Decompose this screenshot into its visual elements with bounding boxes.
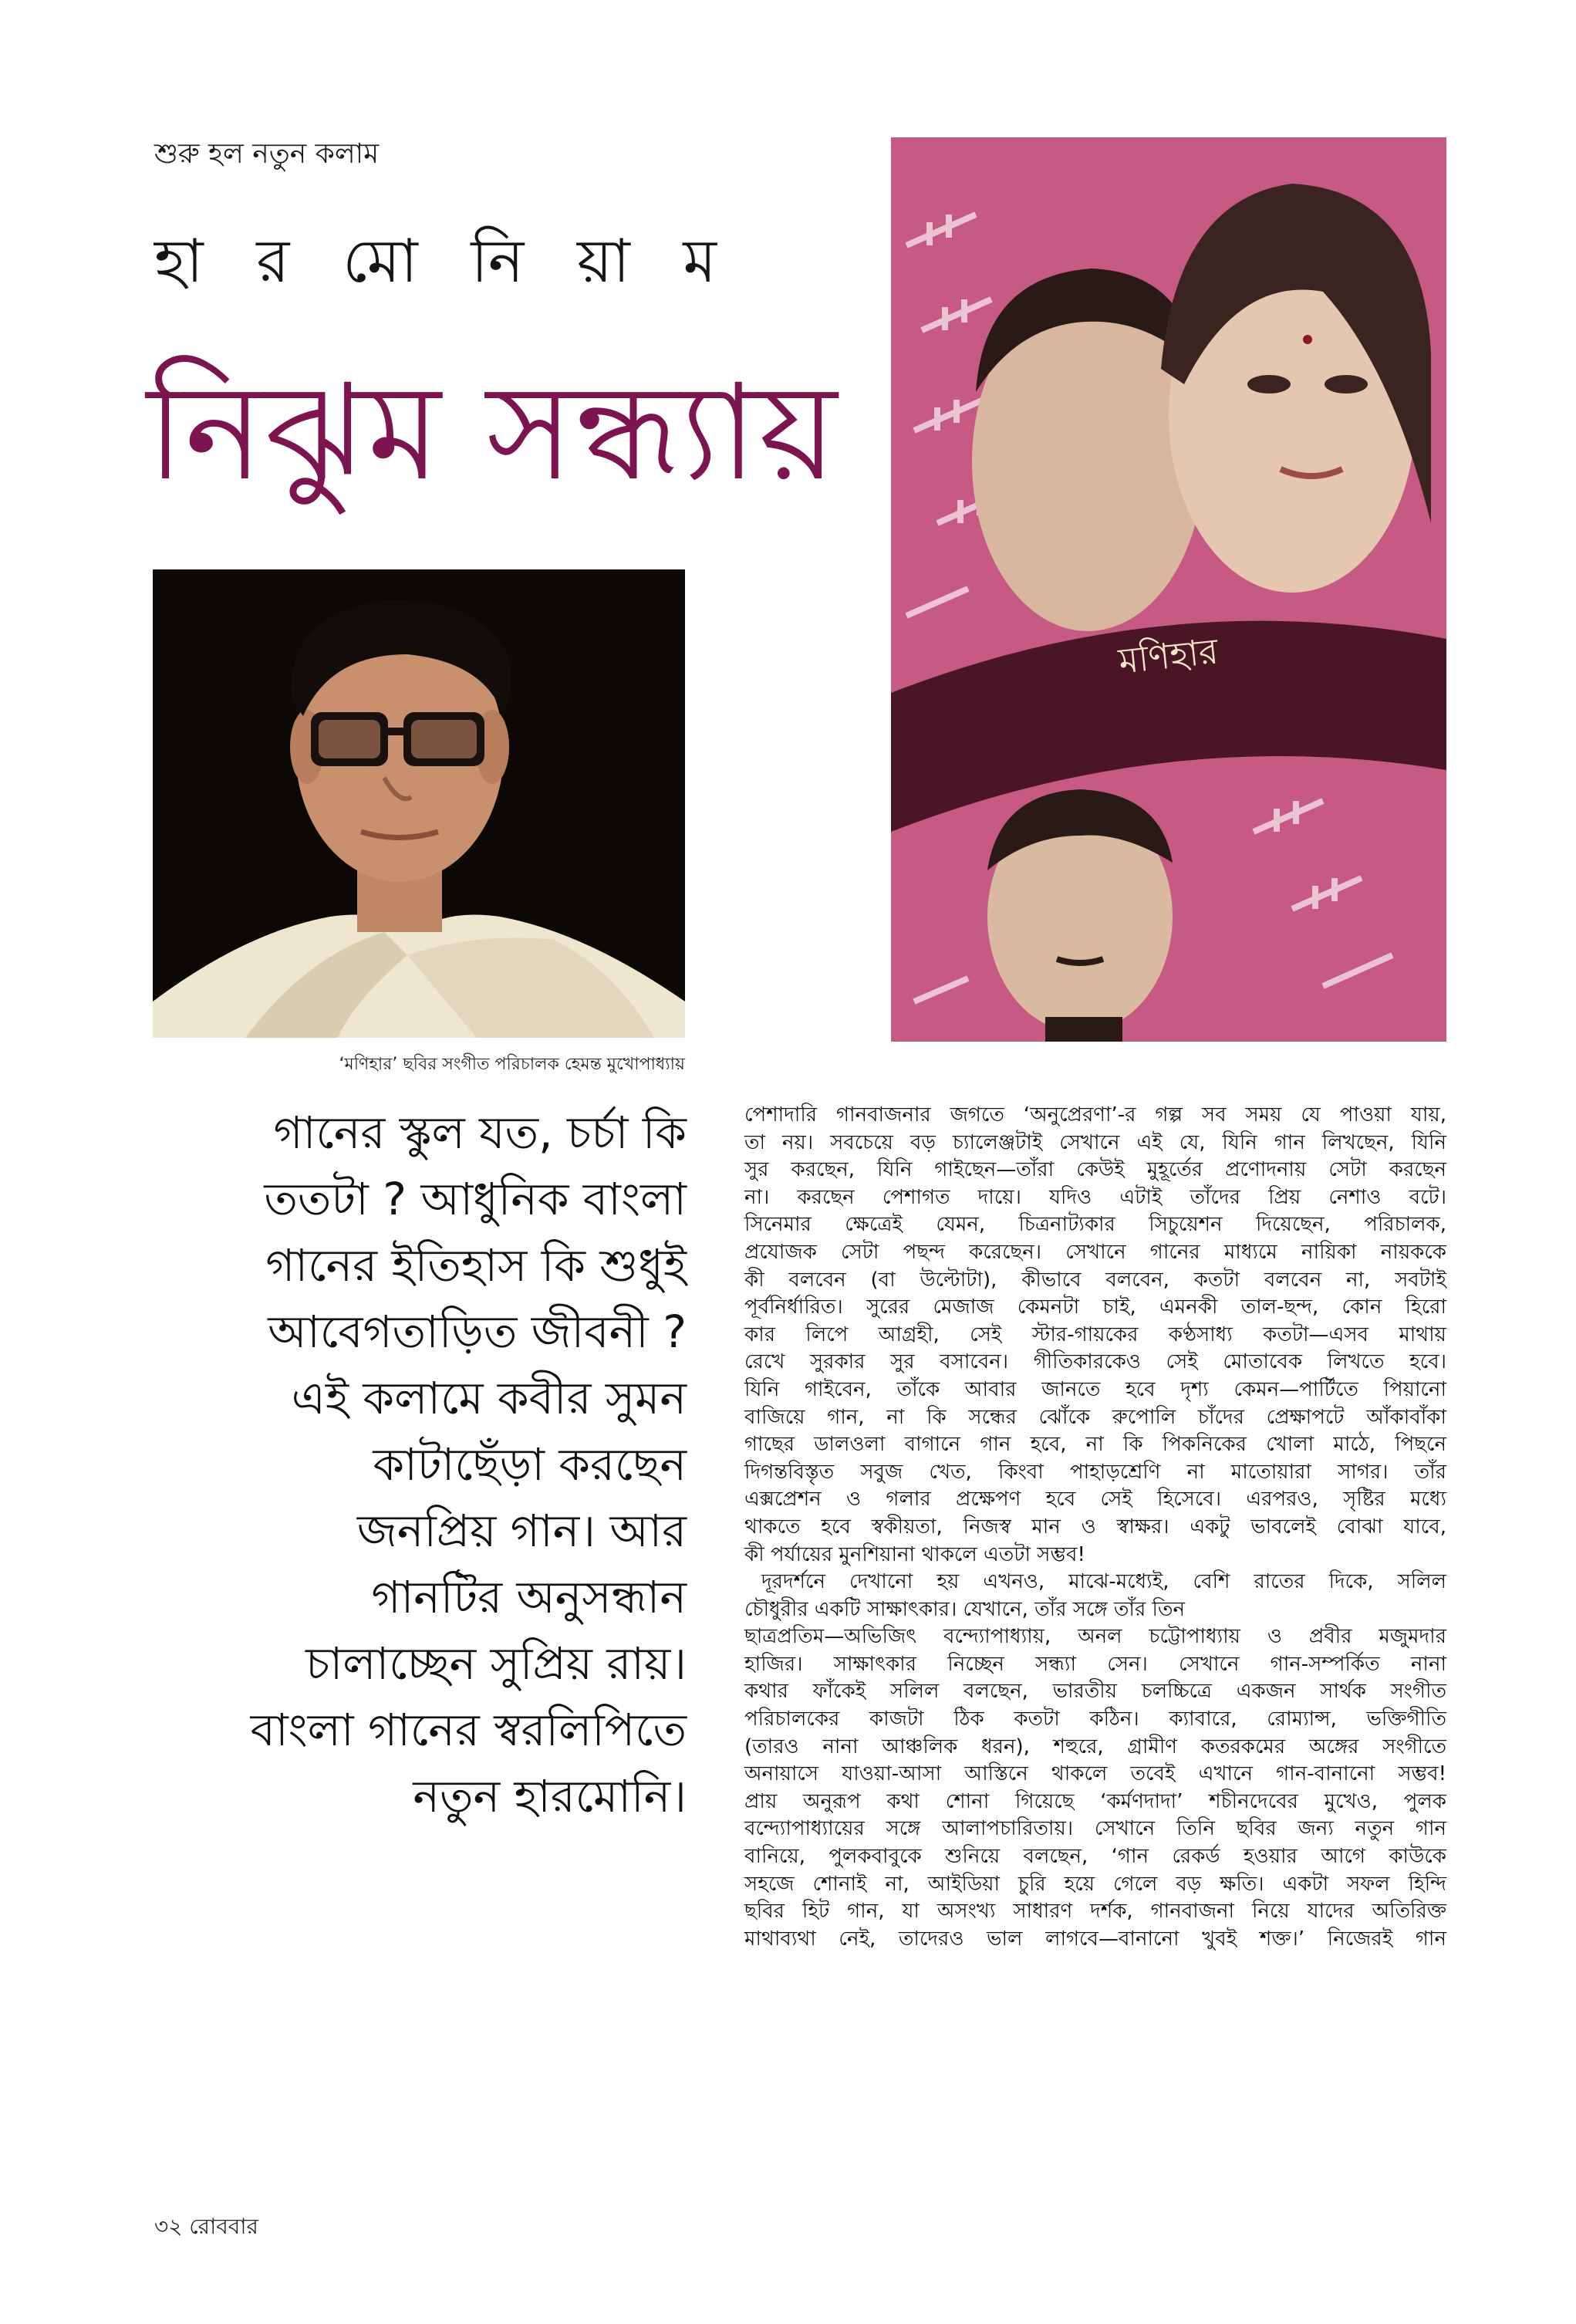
pull-quote-line: আবেগতাড়িত জীবনী ? bbox=[268, 1306, 687, 1358]
film-poster bbox=[891, 137, 1446, 1042]
pull-quote-line: জনপ্রিয় গান। আর bbox=[356, 1505, 687, 1557]
body-line: তা নয়। সবচেয়ে বড় চ্যালেঞ্জটাই সেখানে এই যে, যিনি গান লিখছেন, যিনি bbox=[744, 1130, 1446, 1154]
article-title: নিঝুম সন্ধ্যায় bbox=[147, 355, 839, 510]
body-line: কী বলবেন (বা উল্টোটা), কীভাবে বলবেন, কতটা বলবেন না, সবটাই bbox=[744, 1268, 1446, 1292]
pull-quote-line: গানটির অনুসন্ধান bbox=[371, 1571, 687, 1623]
pull-quote-line: এই কলামে কবীর সুমন bbox=[291, 1372, 687, 1424]
body-line: এক্সপ্রেশন ও গলার প্রক্ষেপণ হবে সেই হিসেবে। এরপরও, সৃষ্টির মধ্যে bbox=[744, 1488, 1446, 1512]
pull-quote bbox=[147, 1100, 687, 1829]
body-line: প্রায় অনুরূপ কথা শোনা গিয়েছে ‘কর্মণদাদা’ শচীনদেবের মুখেও, পুলক bbox=[744, 1789, 1446, 1813]
body-line: পূর্বনির্ধারিত। সুরের মেজাজ কেমনটা চাই, এমনকী তাল-ছন্দ, কোন হিরো bbox=[744, 1295, 1446, 1319]
body-line: দূরদর্শনে দেখানো হয় এখনও, মাঝে-মধ্যেই, বেশি রাতের দিকে, সলিল bbox=[761, 1570, 1446, 1594]
portrait-caption: ‘মণিহার’ ছবির সংগীত পরিচালক হেমন্ত মুখোপাধ্যায় bbox=[339, 1055, 685, 1074]
body-line: যিনি গাইবেন, তাঁকে আবার জানতে হবে দৃশ্য কেমন—পার্টিতে পিয়ানো bbox=[744, 1377, 1446, 1401]
body-line: সিনেমার ক্ষেত্রেই যেমন, চিত্রনাট্যকার সিচুয়েশন দিয়েছেন, পরিচালক, bbox=[744, 1213, 1446, 1237]
body-line: পরিচালকের কাজটা ঠিক কতটা কঠিন। ক্যাবারে, রোম্যান্স, ভক্তিগীতি bbox=[744, 1708, 1446, 1731]
body-line: মাথাব্যথা নেই, তাদেরও ভাল লাগবে—বানানো খুবই শক্ত।’ নিজেরই গান bbox=[744, 1927, 1446, 1951]
body-line: কী পর্যায়ের মুনশিয়ানা থাকলে এতটা সম্ভব! bbox=[744, 1542, 1085, 1566]
body-line: সহজে শোনাই না, আইডিয়া চুরি হয়ে গেলে বড় ক্ষতি। একটা সফল হিন্দি bbox=[744, 1872, 1446, 1896]
body-line: হাজির। সাক্ষাৎকার নিচ্ছেন সন্ধ্যা সেন। সেখানে গান-সম্পর্কিত নানা bbox=[744, 1652, 1446, 1676]
poster-film-logo: মণিহার bbox=[1116, 630, 1220, 682]
body-line: কথার ফাঁকেই সলিল বলছেন, ভারতীয় চলচ্চিত্রে একজন সার্থক সংগীত bbox=[744, 1680, 1446, 1704]
pull-quote-line: চালাচ্ছেন সুপ্রিয় রায়। bbox=[305, 1637, 687, 1690]
body-line: বানিয়ে, পুলকবাবুকে শুনিয়ে বলছেন, ‘গান রেকর্ড হওয়ার আগে কাউকে bbox=[744, 1845, 1446, 1869]
body-line: ছবির হিট গান, যা অসংখ্য সাধারণ দর্শক, গানবাজনা নিয়ে যাদের অতিরিক্ত bbox=[744, 1900, 1446, 1924]
pull-quote-line: গানের ইতিহাস কি শুধুই bbox=[265, 1239, 687, 1292]
body-line: না। করছেন পেশাগত দায়ে। যদিও এটাই তাঁদের প্রিয় নেশাও বটে। bbox=[744, 1185, 1446, 1209]
body-line: রেখে সুরকার সুর বসাবেন। গীতিকারকেও সেই মোতাবেক লিখতে হবে। bbox=[744, 1350, 1446, 1374]
column-kicker: শুরু হল নতুন কলাম bbox=[154, 138, 380, 170]
body-line: কার লিপে আগ্রহী, সেই স্টার-গায়কের কণ্ঠসাধ্য কতটা—এসব মাথায় bbox=[744, 1322, 1446, 1346]
page-folio: ৩২ রোববার bbox=[154, 2214, 258, 2239]
pull-quote-line: কাটাছেঁড়া করছেন bbox=[373, 1438, 687, 1491]
pull-quote-line: নতুন হারমোনি। bbox=[413, 1770, 687, 1822]
pull-quote-line: ততটা ? আধুনিক বাংলা bbox=[264, 1173, 687, 1225]
body-line: পেশাদারি গানবাজনার জগতে ‘অনুপ্রেরণা’-র গল্প সব সময় যে পাওয়া যায়, bbox=[744, 1103, 1446, 1127]
body-line: গাছের ডালওলা বাগানে গান হবে, না কি পিকনিকের খোলা মাঠে, পিছনে bbox=[744, 1433, 1446, 1457]
pull-quote-line: গানের স্কুল যত, চর্চা কি bbox=[273, 1106, 687, 1159]
body-line: চৌধুরীর একটি সাক্ষাৎকার। যেখানে, তাঁর সঙ্গে তাঁর তিন bbox=[744, 1597, 1186, 1621]
body-line: অনায়াসে যাওয়া-আসা আস্তিনে থাকলে তবেই এখানে গান-বানানো সম্ভব! bbox=[744, 1762, 1446, 1786]
body-line: (তারও নানা আঞ্চলিক ধরন), শহুরে, গ্রামীণ কতরকমের অঙ্গের সংগীতে bbox=[744, 1735, 1446, 1758]
section-title: হা র মো নি য়া ম bbox=[154, 227, 734, 296]
portrait-photo bbox=[153, 569, 685, 1038]
article-body bbox=[744, 1102, 1446, 1953]
body-line: সুর করছেন, যিনি গাইছেন—তাঁরা কেউই মুহূর্তের প্রণোদনায় সেটা করছেন bbox=[744, 1158, 1446, 1182]
body-line: বন্দ্যোপাধ্যায়ের সঙ্গে আলাপচারিতায়। সেখানে তিনি ছবির জন্য নতুন গান bbox=[744, 1817, 1446, 1841]
body-line: দিগন্তবিস্তৃত সবুজ খেত, কিংবা পাহাড়শ্রেণি না মাতোয়ারা সাগর। তাঁর bbox=[744, 1460, 1446, 1484]
pull-quote-line: বাংলা গানের স্বরলিপিতে bbox=[250, 1704, 687, 1756]
body-line: প্রযোজক সেটা পছন্দ করেছেন। সেখানে গানের মাধ্যমে নায়িকা নায়ককে bbox=[744, 1240, 1446, 1264]
body-line: থাকতে হবে স্বকীয়তা, নিজস্ব মান ও স্বাক্ষর। একটু ভাবলেই বোঝা যাবে, bbox=[744, 1515, 1446, 1539]
body-line: বাজিয়ে গান, না কি সন্ধের ঝোঁকে রুপোলি চাঁদের প্রেক্ষাপটে আঁকাবাঁকা bbox=[744, 1405, 1446, 1429]
body-line: ছাত্রপ্রতিম—অভিজিৎ বন্দ্যোপাধ্যায়, অনল চট্টোপাধ্যায় ও প্রবীর মজুমদার bbox=[744, 1625, 1446, 1649]
